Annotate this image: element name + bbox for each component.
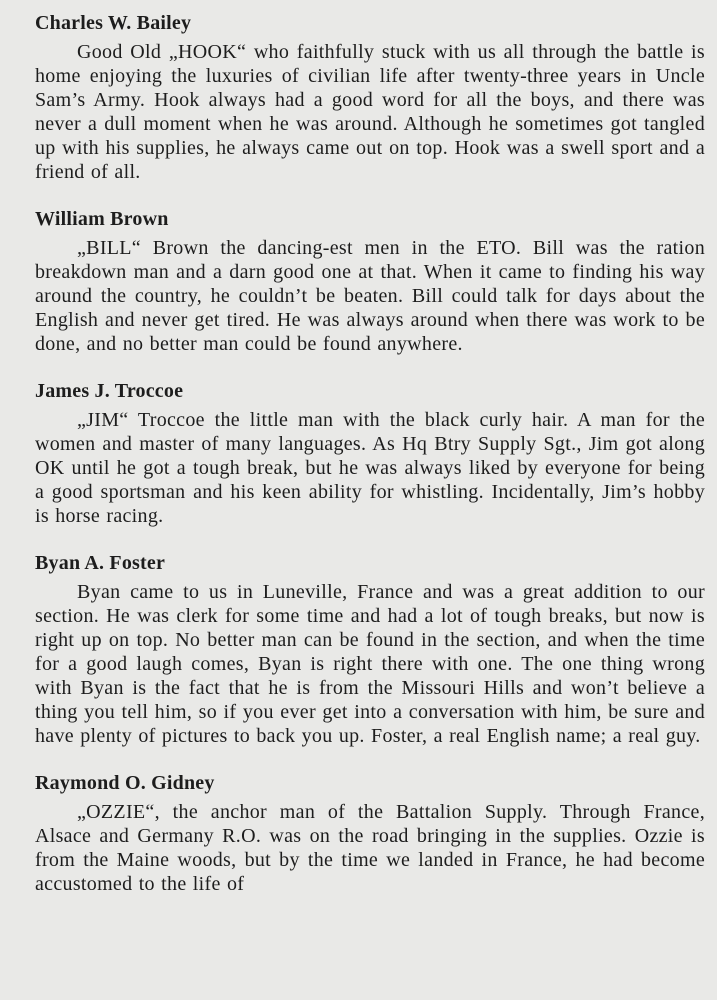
entry-james-j-troccoe xyxy=(35,374,705,528)
entry-text: „OZZIE“, the anchor man of the Battalion Supply. Through France, Alsace and Germany R.O. was on the road bringing in the supplies. Ozzie is from the Maine woods, but by the time we landed in France, he had become accustomed to the life of xyxy=(35,801,705,895)
entry-raymond-o-gidney xyxy=(35,766,705,896)
entry-name: Raymond O. Gidney xyxy=(35,772,215,794)
entry-name: Charles W. Bailey xyxy=(35,12,192,34)
entry-william-brown xyxy=(35,202,705,356)
entry-name: Byan A. Foster xyxy=(35,552,166,574)
entry-charles-w-bailey xyxy=(35,6,705,184)
entry-name: James J. Troccoe xyxy=(35,380,184,402)
entry-text: „JIM“ Troccoe the little man with the black curly hair. A man for the women and master of many languages. As Hq Btry Supply Sgt., Jim got along OK until he got a tough break, but he was always liked by everyone for being a good sportsman and his keen ability for whistling. Incidentally, Jim’s hobby is horse racing. xyxy=(35,409,705,527)
entry-text: „BILL“ Brown the dancing-est men in the ETO. Bill was the ration breakdown man and a darn good one at that. When it came to finding his way around the country, he couldn’t be beaten. Bill could talk for days about the English and never get tired. He was always around when there was work to be done, and no better man could be found anywhere. xyxy=(35,237,705,355)
entry-byan-a-foster xyxy=(35,546,705,748)
entry-name: William Brown xyxy=(35,208,169,230)
entry-text: Good Old „HOOK“ who faithfully stuck with us all through the battle is home enjoying the luxuries of civilian life after twenty-three years in Uncle Sam’s Army. Hook always had a good word for all the boys, and there was never a dull moment when he was around. Although he sometimes got tangled up with his supplies, he always came out on top. Hook was a swell sport and a friend of all. xyxy=(35,41,705,183)
entry-text: Byan came to us in Luneville, France and was a great addition to our section. He was clerk for some time and had a lot of tough breaks, but now is right up on top. No better man can be found in the section, and when the time for a good laugh comes, Byan is right there with one. The one thing wrong with Byan is the fact that he is from the Missouri Hills and won’t believe a thing you tell him, so if you ever get into a conversation with him, be sure and have plenty of pictures to back you up. Foster, a real English name; a real guy. xyxy=(35,581,705,747)
